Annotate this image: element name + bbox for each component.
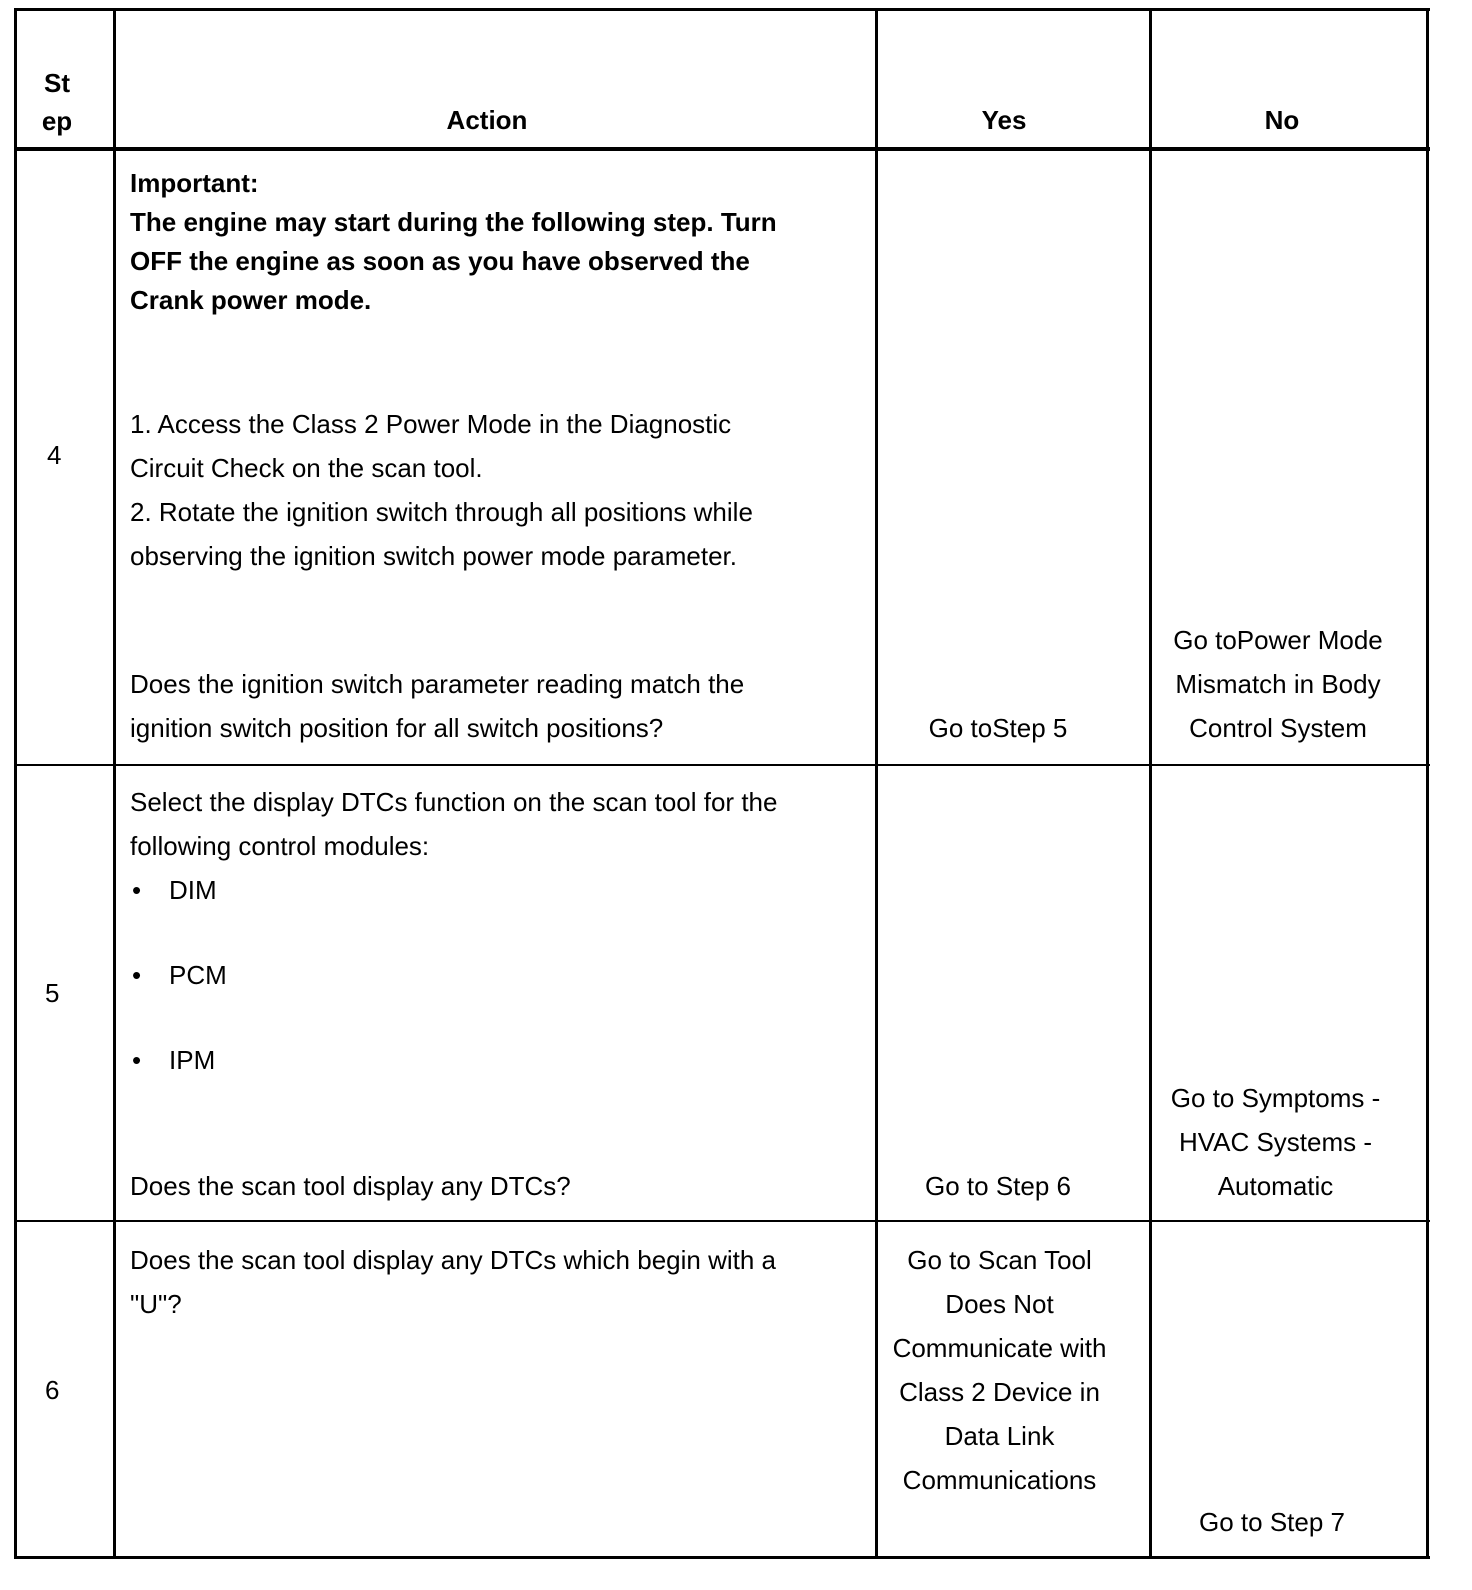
header-action: Action (446, 105, 528, 135)
yes-action: Go to Scan Tool Does Not Communicate with Class 2 Device in Data Link Communications (892, 1245, 1107, 1495)
yes-action: Go to Step 6 (925, 1171, 1071, 1201)
column-divider (113, 8, 116, 1559)
table-border-top (14, 8, 1430, 11)
header-yes: Yes (981, 105, 1027, 135)
step-question: Does the scan tool display any DTCs? (130, 1171, 571, 1201)
no-action: Go to Step 7 (1199, 1507, 1345, 1537)
column-divider (875, 8, 878, 1559)
table-border-left (14, 8, 17, 1559)
step-item: 2. Rotate the ignition switch through all positions while observing the ignition switch power mode parameter. (130, 497, 753, 571)
table-border-bottom (14, 1556, 1430, 1559)
important-text: The engine may start during the following step. Turn OFF the engine as soon as you have observed the Crank power mode. (130, 207, 777, 315)
step-item: 1. Access the Class 2 Power Mode in the Diagnostic Circuit Check on the scan tool. (130, 409, 732, 483)
module-item: IPM (169, 1045, 216, 1075)
step-question: Does the scan tool display any DTCs which begin with a "U"? (130, 1245, 776, 1319)
bullet-icon: • (132, 875, 142, 905)
yes-action: Go toStep 5 (928, 713, 1068, 743)
module-item: DIM (169, 875, 217, 905)
step-intro: Select the display DTCs function on the scan tool for the following control modules: (130, 787, 778, 861)
header-no: No (1264, 105, 1300, 135)
header-divider (14, 147, 1430, 151)
row-divider (14, 1220, 1430, 1222)
no-action: Go to Symptoms - HVAC Systems - Automatic (1170, 1083, 1381, 1201)
bullet-icon: • (132, 960, 142, 990)
step-number: 4 (47, 440, 62, 470)
table-border-right (1426, 8, 1429, 1559)
column-divider (1149, 8, 1152, 1559)
header-step: St ep (41, 68, 73, 136)
module-item: PCM (169, 960, 227, 990)
row-divider (14, 764, 1430, 766)
important-label: Important: (130, 168, 259, 198)
no-action: Go toPower Mode Mismatch in Body Control System (1173, 625, 1383, 743)
step-number: 6 (45, 1375, 60, 1405)
bullet-icon: • (132, 1045, 142, 1075)
step-question: Does the ignition switch parameter reading match the ignition switch position for all switch positions? (130, 669, 745, 743)
step-number: 5 (45, 978, 60, 1008)
